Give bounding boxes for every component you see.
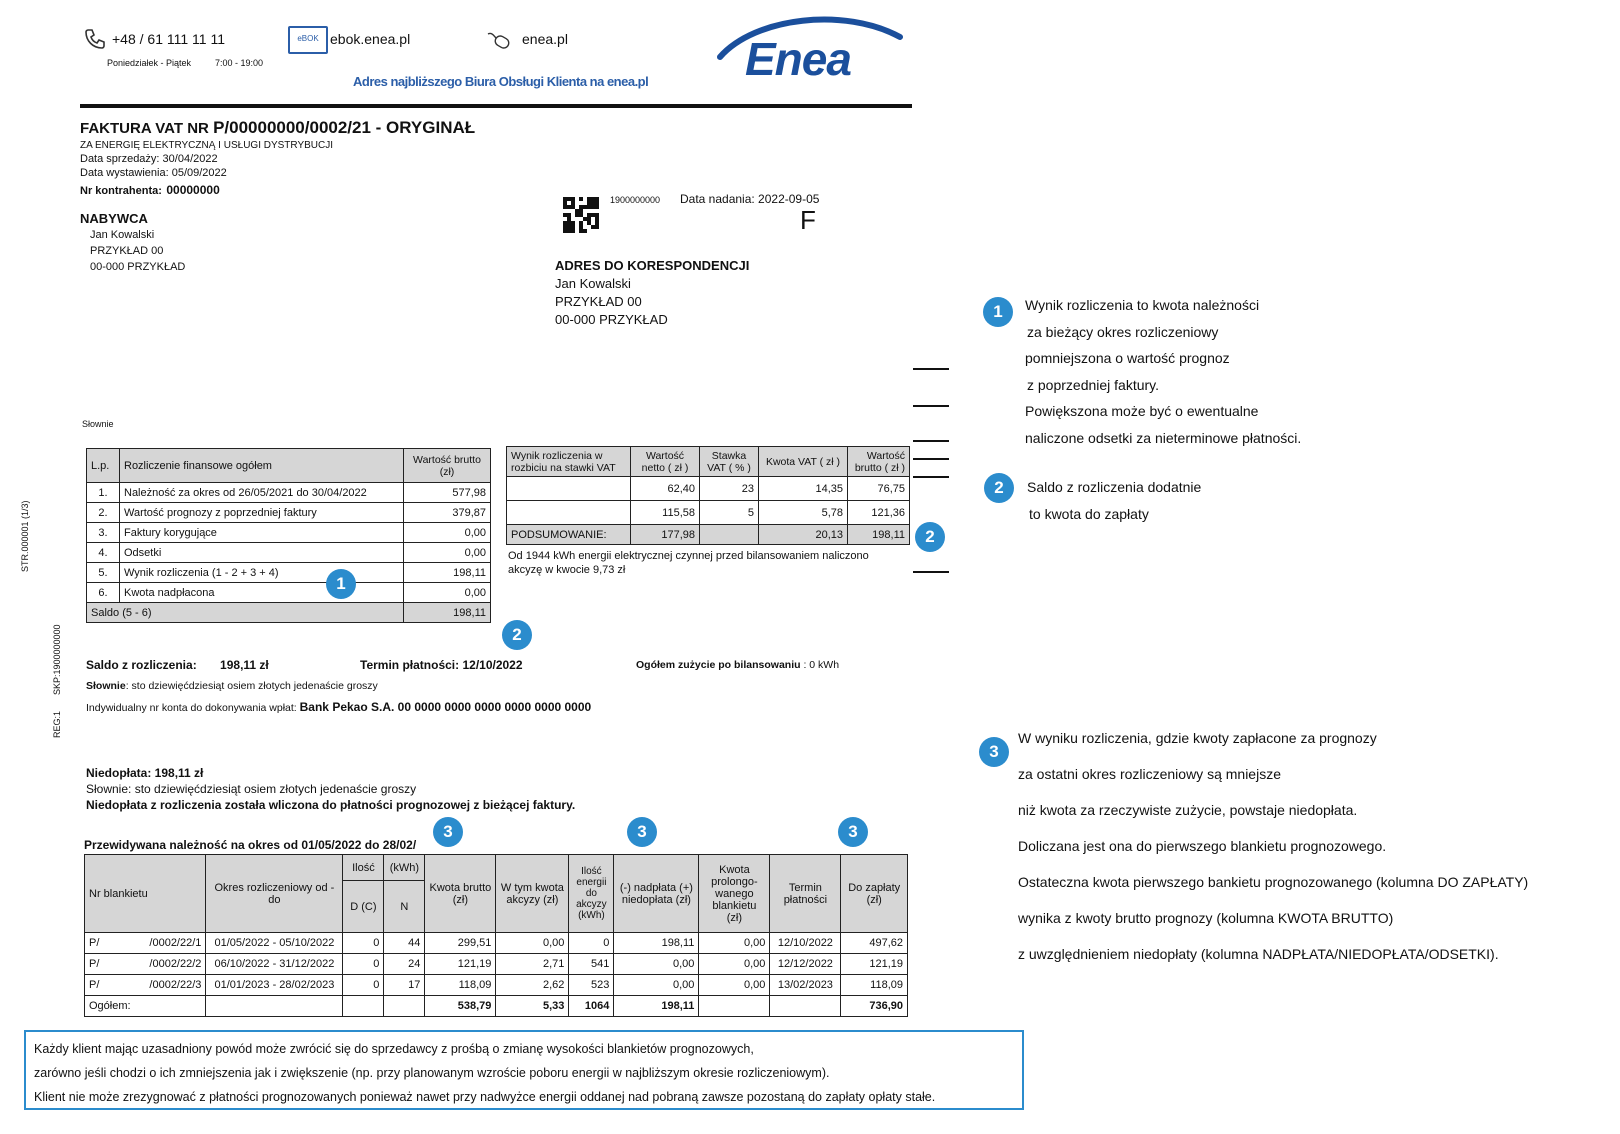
- saldo-value: 198,11: [404, 603, 491, 623]
- note-1: Wynik rozliczenia to kwota należności za bieżący okres rozliczeniowy pomniejszona o wartość prognoz z poprzedniej faktury. Powiększona może być o ewentualne naliczone odsetki za nieterminowe płatności.: [1025, 297, 1302, 446]
- note-badge-3: 3: [979, 737, 1009, 767]
- usage-info: Ogółem zużycie po bilansowaniu : 0 kWh: [636, 659, 840, 671]
- table-row: 115,58 5 5,78 121,36: [507, 501, 910, 525]
- website-link[interactable]: enea.pl: [522, 31, 568, 47]
- badge-3b: 3: [627, 817, 657, 847]
- issue-date: Data wystawienia: 05/09/2022: [80, 167, 227, 179]
- table-row: P/ /0002/22/2 06/10/2022 - 31/12/2022 0 24 121,19 2,71 541 0,00 0,00 12/12/2022 121,19: [85, 954, 908, 975]
- table-row: 2. Wartość prognozy z poprzedniej faktury 379,87: [87, 503, 491, 523]
- note-badge-1: 1: [983, 297, 1013, 327]
- ebok-link[interactable]: ebok.enea.pl: [330, 31, 411, 47]
- slownie-label: Słownie: [82, 419, 114, 429]
- settlement-table: [86, 448, 491, 623]
- account-info: Indywidualny nr konta do dokonywania wpłat: Bank Pekao S.A. 00 0000 0000 0000 0000 0000 0000: [86, 700, 592, 714]
- amount-in-words: Słownie: sto dziewięćdziesiąt osiem złotych jedenaście groszy: [86, 680, 378, 692]
- office-link[interactable]: Adres najbliższego Biura Obsługi Klienta na enea.pl: [353, 74, 649, 89]
- vat-th-3: Stawka VAT ( % ): [700, 447, 759, 477]
- contractor-number: Nr kontrahenta: 00000000: [80, 183, 220, 197]
- invoice-info: [80, 118, 680, 199]
- buyer-heading: NABYWCA: [80, 211, 148, 226]
- enea-logo: Enea: [745, 33, 851, 85]
- badge-2b: 2: [915, 522, 945, 552]
- payment-due: Termin płatności: 12/10/2022: [360, 658, 523, 672]
- table-row: P/ /0002/22/3 01/01/2023 - 28/02/2023 0 17 118,09 2,62 523 0,00 0,00 13/02/2023 118,09: [85, 975, 908, 996]
- correspondence-street: PRZYKŁAD 00: [555, 294, 642, 309]
- vat-th-5: Wartość brutto ( zł ): [848, 447, 910, 477]
- correspondence-heading: ADRES DO KORESPONDENCJI: [555, 258, 750, 273]
- letter-mark: F: [800, 205, 816, 235]
- header-divider: [80, 104, 912, 108]
- qr-code: [563, 197, 599, 233]
- side-code-2: SKP:1900000000: [52, 624, 62, 695]
- excise-note: Od 1944 kWh energii elektrycznej czynnej przed bilansowaniem naliczono akcyzę w kwocie 9,73 zł: [508, 550, 869, 576]
- phone-number: +48 / 61 111 11 11: [112, 31, 226, 47]
- ebok-icon: eBOK: [288, 26, 328, 54]
- send-date: Data nadania: 2022-09-05: [680, 192, 820, 206]
- forecast-title: Przewidywana należność na okres od 01/05/2022 do 28/02/: [84, 838, 417, 852]
- hours-days: Poniedziałek - Piątek: [107, 58, 192, 68]
- tick-mark: [913, 405, 949, 407]
- tick-mark: [913, 458, 949, 460]
- header: [0, 0, 920, 110]
- vat-table: [506, 446, 910, 545]
- note-badge-2: 2: [984, 473, 1014, 503]
- badge-3a: 3: [433, 817, 463, 847]
- saldo-label: Saldo (5 - 6): [87, 603, 404, 623]
- tick-mark: [913, 368, 949, 370]
- tick-mark: [913, 571, 949, 573]
- badge-3c: 3: [838, 817, 868, 847]
- vat-th-2: Wartość netto ( zł ): [631, 447, 700, 477]
- table-row: 5. Wynik rozliczenia (1 - 2 + 3 + 4) 198,11: [87, 563, 491, 583]
- tick-mark: [913, 476, 949, 478]
- badge-2: 2: [502, 620, 532, 650]
- note-2: Saldo z rozliczenia dodatnie to kwota do zapłaty: [1027, 479, 1202, 522]
- tick-mark: [913, 440, 949, 442]
- vat-summary-row: PODSUMOWANIE: 177,98 20,13 198,11: [507, 525, 910, 545]
- correspondence-city: 00-000 PRZYKŁAD: [555, 312, 668, 327]
- correspondence-name: Jan Kowalski: [555, 276, 631, 291]
- invoice-title: FAKTURA VAT NR P/00000000/0002/21 - ORYGINAŁ: [80, 118, 476, 137]
- buyer-name: Jan Kowalski: [90, 229, 155, 241]
- th-desc: Rozliczenie finansowe ogółem: [120, 449, 404, 483]
- th-value: Wartość brutto (zł): [404, 449, 491, 483]
- invoice-subtitle: ZA ENERGIĘ ELEKTRYCZNĄ I USŁUGI DYSTRYBUCJI: [80, 140, 334, 151]
- info-box: Każdy klient mając uzasadniony powód może zwrócić się do sprzedawcy z prośbą o zmianę wysokości blankietów prognozowych, zarówno jeśli chodzi o ich zmniejszenia jak i zwiększenie (np. przy planowanym wzroście poboru energii w najbliższym okresie rozliczeniowym). Klient nie może zrezygnować z płatności prognozowanych ponieważ nawet przy nadwyżce energii oddanej nad pobraną zawsze pozostaną do zapłaty opłaty stałe.: [24, 1030, 1024, 1110]
- correspondence-block: [555, 257, 749, 329]
- table-row: 62,40 23 14,35 76,75: [507, 477, 910, 501]
- code-number: 1900000000: [610, 195, 661, 205]
- hours-time: 7:00 - 19:00: [215, 58, 264, 68]
- vat-th-4: Kwota VAT ( zł ): [759, 447, 848, 477]
- forecast-table: Nr blankietu Okres rozliczeniowy od - do Ilość (kWh) Kwota brutto (zł) W tym kwota akcyzy (zł) Ilość energii do akcyzy (kWh) (-) nadpłata (+) niedopłata (zł) Kwota prolongo-wanego blankietu (zł) Termin płatności Do zapłaty (zł) D (C) N P/ /0002/22/1 01/05/2022 - 05/10/2022 0 44 299,51 0,00 0 198,11 0,00 12/10/2022 497,62 P/ /0002/22/2 06/10/2022 - 31/12/2022 0 24 121,19 2,71 541 0,00 0,00 12/12/2022 121,19 P/ /0002/22/3 01/01/2023 - 28/02/2023 0 17 118,09 2,62 523 0,00 0,00 13/02/2023 118,09 Ogółem: 538,79 5,33 1064 198,11 736,90: [84, 854, 908, 1017]
- saldo-row: [87, 603, 491, 623]
- buyer-block: [80, 211, 185, 275]
- table-row: 1. Należność za okres od 26/05/2021 do 30/04/2022 577,98: [87, 483, 491, 503]
- buyer-street: PRZYKŁAD 00: [90, 245, 164, 257]
- table-row: 6. Kwota nadpłacona 0,00: [87, 583, 491, 603]
- payment-summary: Saldo z rozliczenia: 198,11 zł: [86, 658, 269, 672]
- total-row: Ogółem: 538,79 5,33 1064 198,11 736,90: [85, 996, 908, 1017]
- badge-1: 1: [326, 569, 356, 599]
- sale-date: Data sprzedaży: 30/04/2022: [80, 153, 218, 165]
- table-row: P/ /0002/22/1 01/05/2022 - 05/10/2022 0 44 299,51 0,00 0 198,11 0,00 12/10/2022 497,62: [85, 933, 908, 954]
- phone-icon: [84, 28, 106, 55]
- mouse-icon: [486, 30, 512, 57]
- table-row: 3. Faktury korygujące 0,00: [87, 523, 491, 543]
- th-lp: L.p.: [87, 449, 120, 483]
- underpayment-block: Niedopłata: 198,11 zł Słownie: sto dziewięćdziesiąt osiem złotych jedenaście groszy Niedopłata z rozliczenia została wliczona do płatności prognozowej z bieżącej faktury.: [86, 766, 576, 812]
- table-row: 4. Odsetki 0,00: [87, 543, 491, 563]
- side-code-3: REG:1: [52, 710, 62, 738]
- buyer-city: 00-000 PRZYKŁAD: [90, 261, 186, 273]
- vat-th-1: Wynik rozliczenia w rozbiciu na stawki VAT: [507, 447, 631, 477]
- side-code-1: STR.000001 (1/3): [20, 500, 30, 572]
- note-3: W wyniku rozliczenia, gdzie kwoty zapłacone za prognozy za ostatni okres rozliczeniowy są mniejsze niż kwota za rzeczywiste zużycie, powstaje niedopłata. Doliczana jest ona do pierwszego blankietu prognozowego. Ostateczna kwota pierwszego bankietu prognozowanego (kolumna DO ZAPŁATY) wynika z kwoty brutto prognozy (kolumna KWOTA BRUTTO) z uwzględnieniem niedopłaty (kolumna NADPŁATA/NIEDOPŁATA/ODSETKI).: [1018, 730, 1529, 962]
